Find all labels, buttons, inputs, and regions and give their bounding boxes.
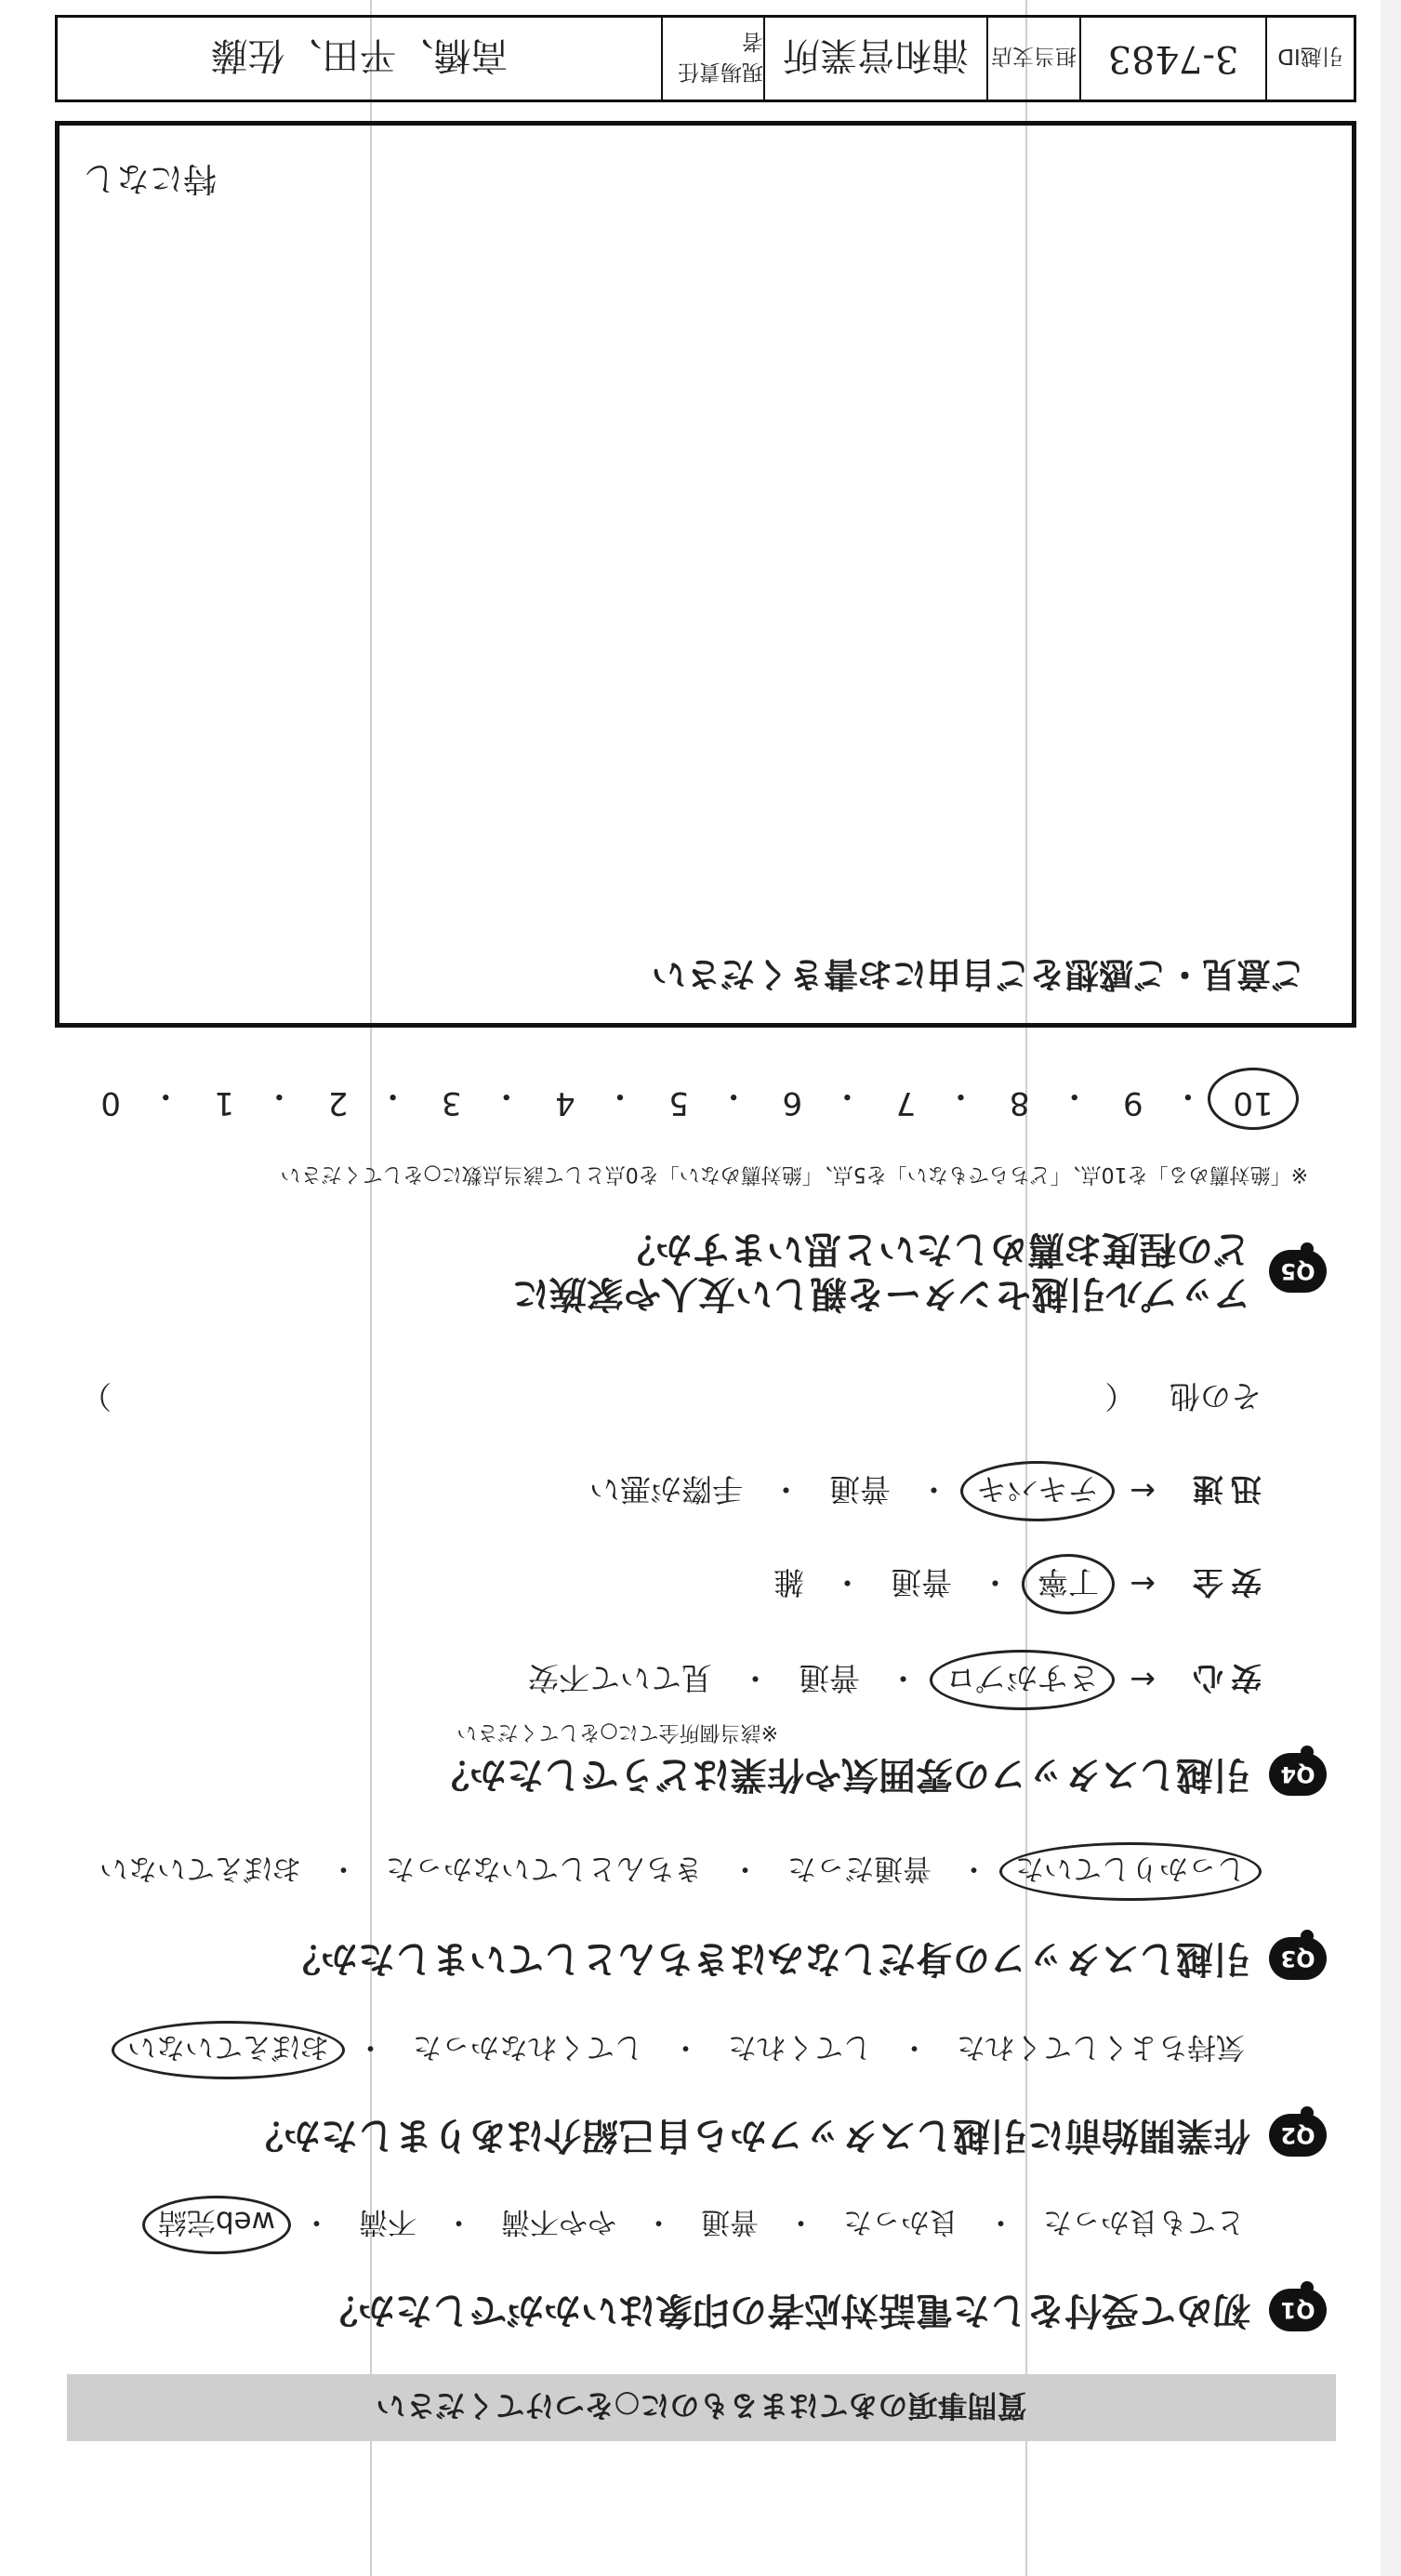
comments-box[interactable]	[55, 121, 1356, 1028]
q4-other-wrap	[1105, 1376, 1262, 1420]
q3-options: しっかりしていた ・ 普通だった ・ きちんとしていなかった ・ おぼえていない	[92, 1851, 1252, 1892]
scale-separator: ・	[263, 1077, 296, 1114]
question-q5	[512, 1227, 1327, 1316]
q4-row-label: 安心	[1185, 1660, 1262, 1696]
leader-value[interactable]: 高橋、平田、佐藤	[210, 33, 509, 77]
question-q3	[284, 1936, 1327, 1981]
q4-note: ※該当個所全てに○をしてください	[456, 1720, 778, 1744]
q4-row-option[interactable]: 見ていて不安	[528, 1660, 712, 1696]
arrow-left-icon: ←	[1130, 1566, 1156, 1602]
q5-text-line1: アップル引越センターを親しい友人や家族に	[512, 1272, 1250, 1315]
q1-option[interactable]: 良かった	[843, 2205, 958, 2238]
q1-badge: Q1	[1269, 2289, 1327, 2331]
q5-text	[512, 1227, 1250, 1316]
q3-option-circled[interactable]: しっかりしていた	[999, 1842, 1262, 1901]
comments-handwriting: 特になし	[83, 159, 218, 197]
scale-separator: ・	[945, 1077, 977, 1114]
question-q2	[246, 2113, 1327, 2158]
q4-badge: Q4	[1269, 1753, 1327, 1796]
q3-option[interactable]: 普通だった	[787, 1852, 932, 1885]
q2-option[interactable]: してくれた	[728, 2030, 872, 2064]
q5-score[interactable]: 6	[782, 1084, 803, 1122]
q1-options: とても良かった ・ 良かった ・ 普通 ・ やや不満 ・ 不満 ・ web完結	[152, 2204, 1252, 2246]
q1-option[interactable]: やや不満	[501, 2205, 616, 2238]
q2-option[interactable]: 気持ちよくしてくれた	[957, 2030, 1245, 2064]
q4-row-option-circled[interactable]: テキパキ	[960, 1461, 1115, 1521]
q4-row-anzen: 安全 ← 丁寧 ・ 普通 ・ 雑	[766, 1562, 1262, 1606]
scale-separator: ・	[490, 1077, 522, 1114]
q4-row-option[interactable]: 普通	[829, 1471, 891, 1507]
question-q4	[432, 1752, 1327, 1797]
scale-separator: ・	[603, 1077, 636, 1114]
q4-other-row	[81, 1376, 1262, 1420]
q1-option-circled[interactable]: web完結	[142, 2196, 291, 2254]
q4-other-label: その他	[1170, 1378, 1262, 1414]
q3-text: 引越しスタッフの身だしなみはきちんとしていましたか？	[284, 1937, 1250, 1980]
q5-score[interactable]: 5	[668, 1084, 689, 1122]
q5-score[interactable]: 7	[895, 1084, 917, 1122]
instructions-banner: 質問事項のあてはまるものに○をつけてください	[67, 2374, 1336, 2441]
q4-text: 引越しスタッフの雰囲気や作業はどうでしたか？	[432, 1753, 1250, 1796]
move-info-row	[55, 15, 1356, 102]
q4-row-label: 迅速	[1185, 1471, 1262, 1507]
q1-option[interactable]: 不満	[359, 2205, 416, 2238]
q4-other-close: ）	[81, 1378, 112, 1414]
q1-text: 初めて受付をした電話対応者の印象はいかがでしたか？	[321, 2289, 1250, 2331]
q1-option[interactable]: とても良かった	[1043, 2205, 1245, 2238]
branch-label: 担当支店	[986, 18, 1079, 100]
q2-option-circled[interactable]: おぼえていない	[112, 2021, 345, 2079]
q5-badge: Q5	[1269, 1250, 1327, 1293]
q4-row-anshin: 安心 ← さすがプロ ・ 普通 ・ 見ていて不安	[521, 1658, 1262, 1702]
q3-badge: Q3	[1269, 1937, 1327, 1980]
q3-option[interactable]: きちんとしていなかった	[386, 1852, 703, 1885]
q5-score[interactable]: 0	[100, 1084, 121, 1122]
scale-separator: ・	[831, 1077, 864, 1114]
q4-row-option[interactable]: 雑	[773, 1564, 804, 1600]
q5-score[interactable]: 4	[555, 1084, 575, 1122]
scale-separator: ・	[1058, 1077, 1090, 1114]
q4-row-option[interactable]: 普通	[891, 1564, 952, 1600]
q2-option[interactable]: してくれなかった	[413, 2030, 643, 2064]
id-label: 引越ID	[1265, 18, 1354, 100]
q5-scale	[81, 1076, 1289, 1122]
scale-separator: ・	[377, 1077, 409, 1114]
q4-row-option[interactable]: 普通	[799, 1660, 860, 1696]
branch-value[interactable]: 浦和営業所	[763, 18, 986, 100]
scale-separator: ・	[718, 1077, 750, 1114]
q5-score[interactable]: 3	[441, 1084, 462, 1122]
q4-row-jinsoku: 迅速 ← テキパキ ・ 普通 ・ 手際が悪い	[582, 1469, 1262, 1513]
q4-row-option-circled[interactable]: さすがプロ	[930, 1650, 1115, 1710]
q5-score[interactable]: 8	[1009, 1084, 1030, 1122]
q5-score-circled[interactable]: 10	[1208, 1068, 1299, 1130]
scale-separator: ・	[1171, 1077, 1204, 1114]
q4-row-option[interactable]: 手際が悪い	[589, 1471, 743, 1507]
arrow-left-icon: ←	[1130, 1473, 1156, 1509]
question-q1	[321, 2288, 1327, 2332]
q2-text: 作業開始前に引越しスタッフから自己紹介はありましたか？	[246, 2114, 1250, 2157]
q4-other-open: （	[1104, 1378, 1136, 1414]
q5-score[interactable]: 1	[214, 1084, 235, 1122]
scale-separator: ・	[150, 1077, 182, 1114]
q4-row-option-circled[interactable]: 丁寧	[1022, 1554, 1115, 1614]
q2-options: 気持ちよくしてくれた ・ してくれた ・ してくれなかった ・ おぼえていない	[121, 2029, 1252, 2071]
q4-row-label: 安全	[1185, 1564, 1262, 1600]
q5-text-line2: どの程度お薦めしたいと思いますか？	[618, 1228, 1250, 1270]
q5-score[interactable]: 9	[1123, 1084, 1143, 1122]
q1-option[interactable]: 普通	[701, 2205, 759, 2238]
q5-score[interactable]: 2	[327, 1084, 349, 1122]
q2-badge: Q2	[1269, 2114, 1327, 2157]
id-value[interactable]: 3-7483	[1079, 18, 1265, 100]
comments-title: ご意見・ご感想をご自由にお書きください	[652, 954, 1305, 994]
arrow-left-icon: ←	[1130, 1662, 1156, 1698]
leader-label: 現場責任者	[661, 18, 763, 100]
q3-option[interactable]: おぼえていない	[99, 1852, 301, 1885]
q5-note: ※「絶対薦める」を10点、「どちらでもない」を5点、「絶対薦めない」を0点として該当点数に○をしてください	[280, 1162, 1308, 1186]
